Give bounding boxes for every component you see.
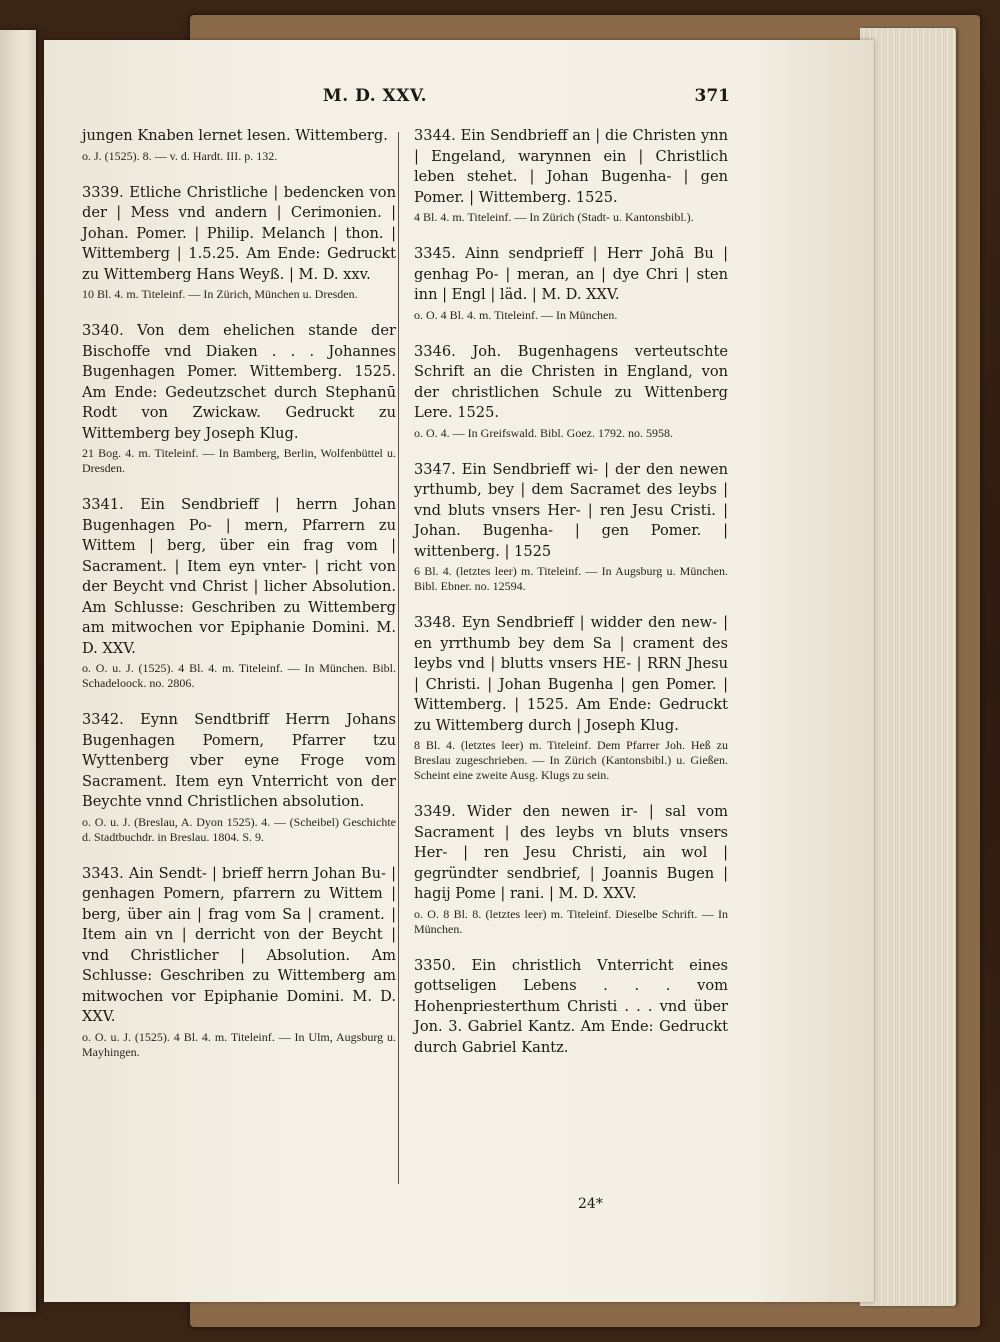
entry-note: 4 Bl. 4. m. Titeleinf. — In Zürich (Stadt- u. Kantonsbibl.). (414, 210, 694, 224)
entry-text: 3345. Ainn sendprieff | Herr Johā Bu | genhag Po- | meran, an | dye Chri | sten inn | Engl | läd. | M. D. XXV. (414, 245, 728, 303)
entry-note: 10 Bl. 4. m. Titeleinf. — In Zürich, München u. Dresden. (82, 287, 358, 301)
entry-text: 3348. Eyn Sendbrieff | widder den new- | en yrrthumb bey dem Sa | crament des leybs vnd | blutts vnsers HE- | RRN Jhesu | Christi. | Johan Bugenha | gen Pomer. | Wittemberg. | 1525. Am Ende: Gedruckt zu Wittemberg durch | Joseph Klug. (414, 614, 728, 734)
entry-note: 21 Bog. 4. m. Titeleinf. — In Bamberg, Berlin, Wolfenbüttel u. Dresden. (82, 446, 396, 475)
bibliography-entry (414, 460, 728, 595)
bibliography-entry (414, 244, 728, 323)
right-column (414, 126, 728, 1077)
bibliography-entry (414, 126, 728, 225)
bibliography-entry (82, 710, 396, 845)
entry-text: 3340. Von dem ehelichen stande der Bischoffe vnd Diaken . . . Johannes Bugenhagen Pomer. Wittemberg. 1525. Am Ende: Gedeutzschet durch Stephanū Rodt von Zwickaw. Gedruckt zu Wittemberg bey Joseph Klug. (82, 322, 396, 442)
entry-note: o. O. u. J. (Breslau, A. Dyon 1525). 4. — (Scheibel) Geschichte d. Stadtbuchdr. in Breslau. 1804. S. 9. (82, 814, 396, 844)
entry-text: 3344. Ein Sendbrieff an | die Christen ynn | Engeland, warynnen ein | Christlich leben stehet. | Johan Bugenha- | gen Pomer. | Wittemberg. 1525. (414, 127, 728, 206)
page-number: 371 (694, 86, 730, 106)
entry-text: jungen Knaben lernet lesen. Wittemberg. (82, 127, 388, 144)
entry-note: o. O. 8 Bl. 8. (letztes leer) m. Titeleinf. Dieselbe Schrift. — In München. (414, 906, 728, 936)
entry-text: 3339. Etliche Christliche | bedencken von der | Mess vnd andern | Cerimonien. | Johan. Pomer. | Philip. Melanch | thon. | Wittemberg | 1.5.25. Am Ende: Gedruckt zu Wittemberg Hans Weyß. | M. D. xxv. (82, 183, 396, 283)
entry-note: o. O. 4. — In Greifswald. Bibl. Goez. 1792. no. 5958. (414, 425, 673, 440)
bibliography-entry (82, 126, 396, 164)
bibliography-entry (82, 183, 396, 303)
facing-page-edge (0, 30, 36, 1312)
bibliography-entry (414, 613, 728, 783)
entry-note: 8 Bl. 4. (letztes leer) m. Titeleinf. Dem Pfarrer Joh. Heß zu Breslau zugeschrieben. — In Zürich (Kantonsbibl.) u. Gießen. Scheint eine zweite Ausg. Klugs zu sein. (414, 738, 728, 782)
column-rule (398, 132, 399, 1184)
entry-text: 3347. Ein Sendbrieff wi- | der den newen yrthumb, bey | dem Sacramet des leybs | vnd bluts vnsers Her- | ren Jesu Cristi. | Johan. Bugenha- | gen Pomer. | wittenberg. | 1525 (414, 460, 728, 560)
signature-mark: 24* (578, 1196, 603, 1212)
entry-note: o. J. (1525). 8. — v. d. Hardt. III. p. 132. (82, 148, 278, 163)
entry-text: 3341. Ein Sendbrieff | herrn Johan Bugenhagen Po- | mern, Pfarrern zu Wittem | berg, über ein frag vom | Sacrament. | Item eyn vnter- | richt von der Beycht vnd Christ | licher Absolution. Am Schlusse: Geschriben zu Wittemberg am mitwochen vor Epiphanie Domini. M. D. XXV. (82, 496, 396, 657)
entry-text: 3342. Eynn Sendtbriff Herrn Johans Bugenhagen Pomern, Pfarrer tzu Wyttenberg vber eyne Froge vom Sacrament. Item eyn Vnterricht von der Beychte vnnd Christlichen absolution. (82, 711, 396, 810)
bibliography-entry (414, 342, 728, 441)
entry-note: o. O. 4 Bl. 4. m. Titeleinf. — In München. (414, 307, 618, 322)
entry-text: 3343. Ain Sendt- | brieff herrn Johan Bu- | genhagen Pomern, pfarrern zu Wittem | berg, über ain | frag vom Sa | crament. | Item ain vn | derricht von der Beycht | vnd Christlicher | Absolution. Am Schlusse: Geschriben zu Wittemberg am mitwochen vor Epiphanie Domini. M. D. XXV. (82, 864, 396, 1025)
entry-note: o. O. u. J. (1525). 4 Bl. 4. m. Titeleinf. — In Ulm, Augsburg u. Mayhingen. (82, 1029, 396, 1059)
bibliography-entry (82, 321, 396, 476)
entry-text: 3350. Ein christlich Vnterricht eines gottseligen Lebens . . . vom Hohenpriesterthum Christi . . . vnd über Jon. 3. Gabriel Kantz. Am Ende: Gedruckt durch Gabriel Kantz. (414, 956, 728, 1056)
entry-note: o. O. u. J. (1525). 4 Bl. 4. m. Titeleinf. — In München. Bibl. Schadeloock. no. 2806. (82, 661, 396, 690)
bibliography-entry (414, 802, 728, 937)
entry-text: 3349. Wider den newen ir- | sal vom Sacrament | des leybs vn bluts vnsers Her- | ren Jesu Christi, ain wol | gegründter sendbrief, | Joannis Bugen | hagij Pome | rani. | M. D. XXV. (414, 803, 728, 902)
left-column (82, 126, 396, 1079)
entry-note: 6 Bl. 4. (letztes leer) m. Titeleinf. — In Augsburg u. München. Bibl. Ebner. no. 12594. (414, 564, 728, 593)
entry-text: 3346. Joh. Bugenhagens verteutschte Schrift an die Christen in England, von der christlichen Schule zu Wittenberg Lere. 1525. (414, 342, 728, 421)
bibliography-entry (82, 495, 396, 691)
page-block-edges (860, 28, 956, 1306)
bibliography-entry (414, 956, 728, 1059)
running-head: M. D. XXV. (322, 86, 428, 106)
bibliography-entry (82, 864, 396, 1060)
